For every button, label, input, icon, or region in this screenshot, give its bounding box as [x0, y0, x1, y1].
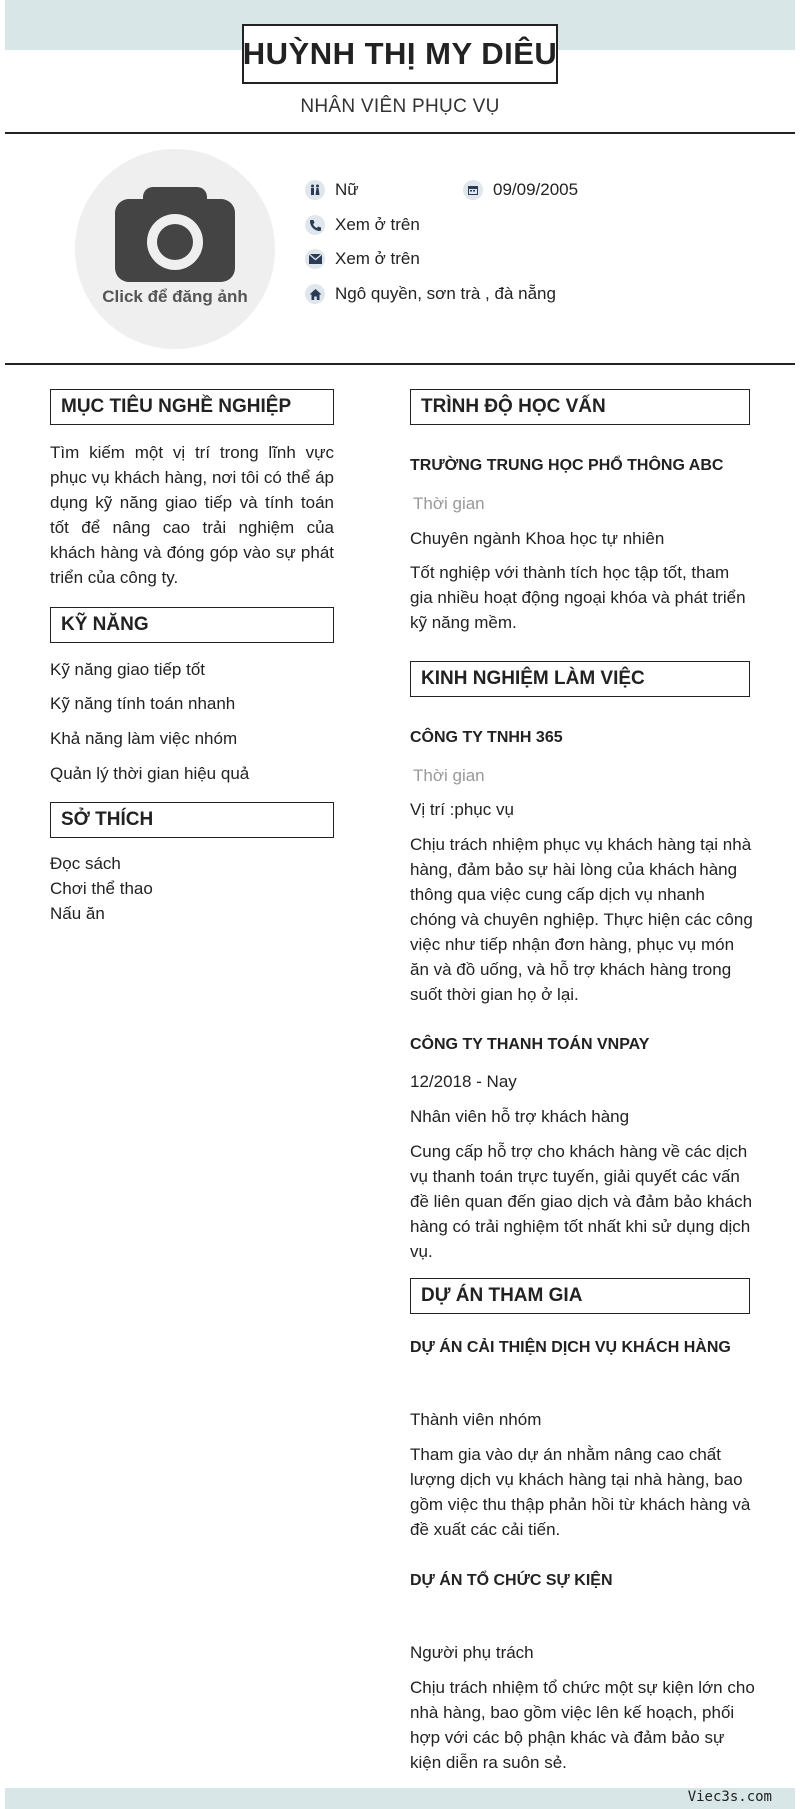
job-description[interactable]: Chịu trách nhiệm phục vụ khách hàng tại nhà hàng, đảm bảo sự hài lòng của khách hàng thông qua việc cung cấp dịch vụ nhanh chóng và chuyên nghiệp. Thực hiện các công việc như tiếp nhận đơn hàng, phục vụ món ăn và đồ uống, và hỗ trợ khách hàng trong suốt thời gian họ ở lại.	[410, 835, 753, 1004]
job-description[interactable]: Cung cấp hỗ trợ cho khách hàng về các dịch vụ thanh toán trực tuyến, giải quyết các vấn đề liên quan đến giao dịch và đảm bảo khách hàng có trải nghiệm tốt nhất khi sử dụng dịch vụ.	[410, 1142, 753, 1261]
education-major[interactable]: Chuyên ngành Khoa học tự nhiên	[410, 529, 665, 548]
job-title[interactable]: NHÂN VIÊN PHỤC VỤ	[300, 96, 500, 117]
skills-heading[interactable]: KỸ NĂNG	[50, 607, 334, 643]
brand-watermark: Viec3s.com	[687, 1789, 772, 1805]
job-company[interactable]: CÔNG TY THANH TOÁN VNPAY	[410, 1036, 650, 1053]
project-name[interactable]: DỰ ÁN TỔ CHỨC SỰ KIỆN	[410, 1572, 613, 1589]
avatar-upload-label: Click để đăng ảnh	[102, 287, 248, 306]
education-heading[interactable]: TRÌNH ĐỘ HỌC VẤN	[410, 389, 750, 425]
hobby-item[interactable]: Đọc sách	[50, 854, 121, 873]
address-row[interactable]	[305, 284, 556, 304]
skill-item[interactable]: Quản lý thời gian hiệu quả	[50, 764, 250, 783]
address-value: Ngô quyền, sơn trà , đà nẵng	[335, 284, 556, 303]
hobbies-heading[interactable]: SỞ THÍCH	[50, 802, 334, 838]
job-position[interactable]: Nhân viên hỗ trợ khách hàng	[410, 1107, 630, 1126]
project-name[interactable]: DỰ ÁN CẢI THIỆN DỊCH VỤ KHÁCH HÀNG	[410, 1339, 731, 1356]
gender-icon	[305, 180, 325, 200]
skill-item[interactable]: Kỹ năng tính toán nhanh	[50, 694, 236, 713]
gender-row[interactable]	[305, 180, 359, 200]
camera-icon	[115, 187, 235, 282]
job-time[interactable]: Thời gian	[413, 766, 485, 785]
job-time[interactable]: 12/2018 - Nay	[410, 1072, 517, 1091]
email-row[interactable]	[305, 249, 420, 269]
experience-heading[interactable]: KINH NGHIỆM LÀM VIỆC	[410, 661, 750, 697]
phone-row[interactable]	[305, 215, 420, 235]
skill-item[interactable]: Khả năng làm việc nhóm	[50, 729, 238, 748]
birthdate-row[interactable]	[463, 180, 578, 200]
birthdate-value: 09/09/2005	[493, 180, 579, 199]
project-description[interactable]: Tham gia vào dự án nhằm nâng cao chất lượng dịch vụ khách hàng tại nhà hàng, bao gồm việc thu thập phản hồi từ khách hàng và đề xuất các cải tiến.	[410, 1445, 751, 1539]
candidate-name[interactable]: HUỲNH THỊ MY DIÊU	[242, 36, 558, 71]
hobby-item[interactable]: Nấu ăn	[50, 904, 105, 923]
divider-top	[5, 132, 795, 134]
project-role[interactable]: Người phụ trách	[410, 1643, 534, 1662]
education-description[interactable]: Tốt nghiệp với thành tích học tập tốt, tham gia nhiều hoạt động ngoại khóa và phát triển kỹ năng mềm.	[410, 563, 746, 632]
job-position[interactable]: Vị trí :phục vụ	[410, 800, 514, 819]
project-description[interactable]: Chịu trách nhiệm tổ chức một sự kiện lớn cho nhà hàng, bao gồm việc lên kế hoạch, phối hợp với các bộ phận khác và đảm bảo sự kiện diễn ra suôn sẻ.	[410, 1678, 755, 1772]
skill-item[interactable]: Kỹ năng giao tiếp tốt	[50, 660, 206, 679]
project-role[interactable]: Thành viên nhóm	[410, 1410, 542, 1429]
phone-icon	[305, 215, 325, 235]
footer-band	[5, 1788, 795, 1809]
job-company[interactable]: CÔNG TY TNHH 365	[410, 729, 563, 746]
calendar-icon	[463, 180, 483, 200]
phone-value: Xem ở trên	[335, 215, 420, 234]
envelope-icon	[305, 249, 325, 269]
objective-text[interactable]: Tìm kiếm một vị trí trong lĩnh vực phục vụ khách hàng, nơi tôi có thể áp dụng kỹ năng giao tiếp và tính toán tốt để nâng cao trải nghiệm của khách hàng và đóng góp vào sự phát triển của công ty.	[50, 443, 334, 587]
divider-middle	[5, 363, 795, 365]
email-value: Xem ở trên	[335, 249, 420, 268]
projects-heading[interactable]: DỰ ÁN THAM GIA	[410, 1278, 750, 1314]
avatar-upload[interactable]	[75, 149, 275, 349]
name-box[interactable]	[242, 24, 558, 84]
home-icon	[305, 284, 325, 304]
objective-heading[interactable]: MỤC TIÊU NGHỀ NGHIỆP	[50, 389, 334, 425]
gender-value: Nữ	[335, 180, 359, 199]
education-time[interactable]: Thời gian	[413, 494, 485, 513]
hobby-item[interactable]: Chơi thể thao	[50, 879, 153, 898]
school-name[interactable]: TRƯỜNG TRUNG HỌC PHỔ THÔNG ABC	[410, 457, 724, 474]
